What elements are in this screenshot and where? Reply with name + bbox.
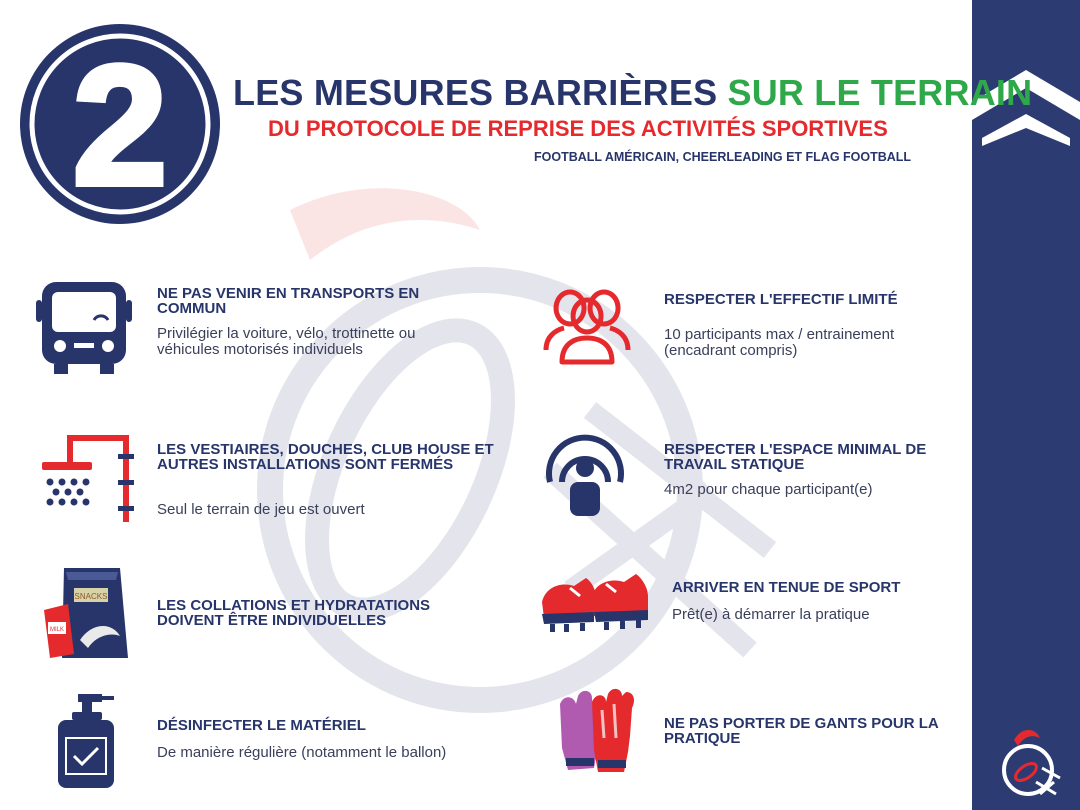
badge-number: 2 — [72, 31, 168, 221]
item-individual-snacks — [157, 598, 477, 628]
sneakers-icon — [540, 566, 652, 638]
item-description: De manière régulière (notamment le ballon) — [157, 744, 447, 761]
distance-person-icon — [540, 424, 630, 520]
svg-text:SNACKS: SNACKS — [74, 592, 108, 601]
item-description: Prêt(e) à démarrer la pratique — [672, 606, 870, 623]
item-minimal-space — [664, 442, 964, 498]
item-description: 4m2 pour chaque participant(e) — [664, 481, 873, 498]
group-icon — [540, 280, 634, 366]
title-part-1: LES MESURES BARRIÈRES — [233, 72, 718, 113]
item-sport-outfit — [672, 580, 962, 623]
item-disinfect-equipment — [157, 718, 477, 761]
sports-line: FOOTBALL AMÉRICAIN, CHEERLEADING ET FLAG FOOTBALL — [534, 150, 912, 164]
item-no-public-transport — [157, 286, 457, 358]
item-title: ARRIVER EN TENUE DE SPORT — [672, 579, 901, 596]
title-part-2: SUR LE TERRAIN — [727, 72, 1033, 113]
item-description: 10 participants max / entrainement (encadrant compris) — [664, 326, 895, 359]
helmet-logo-icon — [996, 724, 1066, 800]
number-badge — [18, 22, 223, 227]
svg-text:MILK: MILK — [49, 627, 65, 633]
item-title: RESPECTER L'ESPACE MINIMAL DE TRAVAIL STATIQUE — [664, 441, 927, 473]
item-description: Seul le terrain de jeu est ouvert — [157, 501, 365, 518]
page-subtitle: DU PROTOCOLE DE REPRISE DES ACTIVITÉS SPORTIVES — [268, 116, 888, 141]
item-title: RESPECTER L'EFFECTIF LIMITÉ — [664, 291, 898, 308]
item-description: Privilégier la voiture, vélo, trottinette ou véhicules motorisés individuels — [157, 325, 416, 358]
page-title — [233, 72, 1033, 114]
item-facilities-closed — [157, 442, 507, 518]
item-title: LES COLLATIONS ET HYDRATATIONS DOIVENT ÊTRE INDIVIDUELLES — [157, 597, 431, 629]
item-title: NE PAS PORTER DE GANTS POUR LA PRATIQUE — [664, 715, 939, 747]
snack-bag-icon — [40, 562, 132, 662]
item-limited-headcount — [664, 292, 964, 359]
item-no-gloves — [664, 716, 964, 746]
bus-icon — [36, 278, 132, 378]
item-title: DÉSINFECTER LE MATÉRIEL — [157, 717, 366, 734]
side-band — [972, 0, 1080, 810]
item-title: LES VESTIAIRES, DOUCHES, CLUB HOUSE ET AUTRES INSTALLATIONS SONT FERMÉS — [157, 441, 494, 473]
shower-icon — [40, 432, 140, 530]
gloves-icon — [554, 686, 638, 778]
sanitizer-bottle-icon — [52, 692, 120, 792]
item-title: NE PAS VENIR EN TRANSPORTS EN COMMUN — [157, 285, 420, 317]
